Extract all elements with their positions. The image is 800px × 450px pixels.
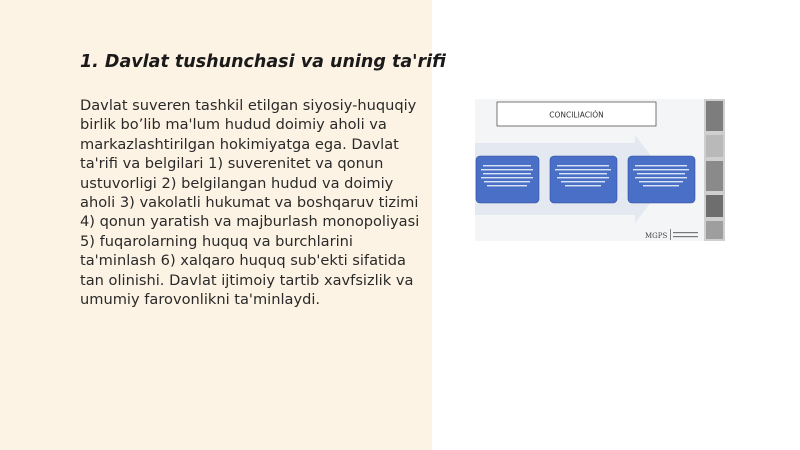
- thumbnail-logo: MGPS: [645, 232, 668, 240]
- slide-body-text: Davlat suveren tashkil etilgan siyosiy-huquqiy birlik bo’lib ma'lum hudud doimiy aholi va markazlashtirilgan hokimiyatga ega. Davlat ta'rifi va belgilari 1) suverenitet va qonun ustuvorligi 2) belgilangan hudud va doimiy aholi 3) vakolatli hukumat va boshqaruv tizimi 4) qonun yaratish va majburlash monopoliyasi 5) fuqarolarning huquq va burchlarini ta'minlash 6) xalqaro huquq sub'ekti sifatida tan olinishi. Davlat ijtimoiy tartib xavfsizlik va umumiy farovonlikni ta'minlaydi.: [80, 97, 420, 309]
- logo-divider: [670, 229, 671, 240]
- slide-title: 1. Davlat tushunchasi va uning ta'rifi: [80, 52, 446, 72]
- photo-strip-image-2: [706, 135, 723, 157]
- process-box-2: [550, 156, 617, 203]
- photo-strip-image-4: [706, 195, 723, 217]
- photo-strip-image-3: [706, 161, 723, 191]
- process-box-3: [628, 156, 695, 203]
- process-box-1: [476, 156, 539, 203]
- photo-strip-image-5: [706, 221, 723, 239]
- thumbnail-heading: CONCILIACIÓN: [549, 110, 604, 120]
- thumbnail-svg: [475, 99, 725, 241]
- slide-thumbnail-image: [475, 99, 725, 241]
- photo-strip-image-1: [706, 101, 723, 131]
